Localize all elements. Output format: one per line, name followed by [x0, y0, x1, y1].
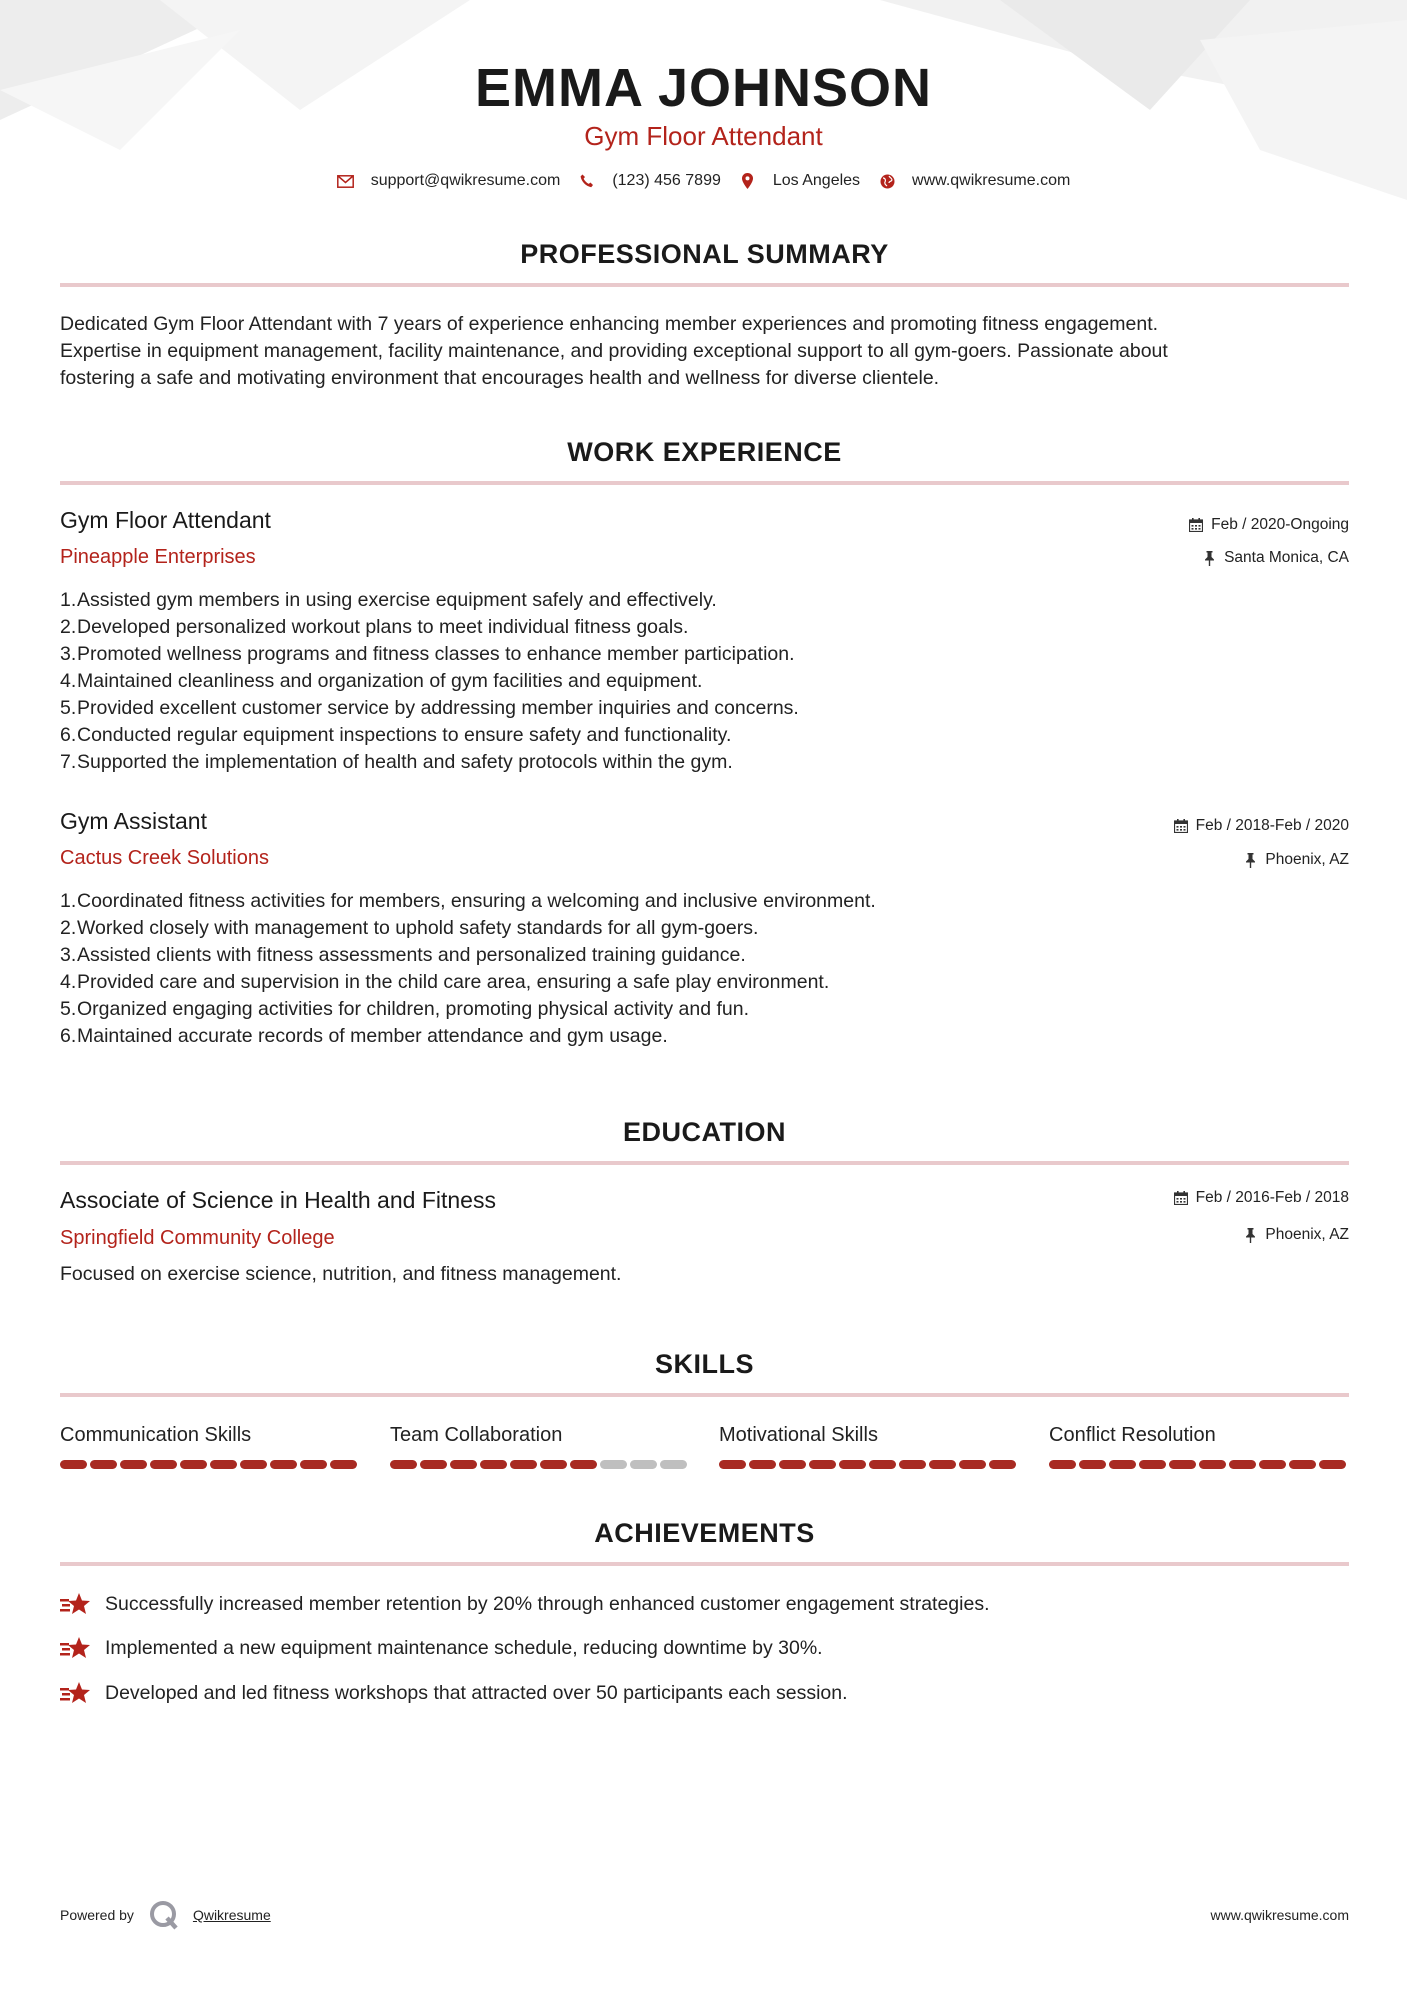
qwikresume-logo-icon — [149, 1900, 179, 1930]
skill-dot-filled — [240, 1460, 267, 1469]
skill-dot-filled — [959, 1460, 986, 1469]
skill-dot-filled — [719, 1460, 746, 1469]
list-item: 3.Assisted clients with fitness assessments and personalized training guidance. — [60, 944, 746, 966]
skill-dot-filled — [1229, 1460, 1256, 1469]
skill-dot-filled — [450, 1460, 477, 1469]
skill-dot-filled — [779, 1460, 806, 1469]
candidate-name: EMMA JOHNSON — [474, 58, 933, 118]
pushpin-icon — [1201, 550, 1217, 566]
calendar-icon — [1173, 1190, 1189, 1206]
summary-line: Dedicated Gym Floor Attendant with 7 years of experience enhancing member experiences and promoting fitness engagement. — [60, 313, 1159, 335]
education-description: Focused on exercise science, nutrition, and fitness management. — [60, 1263, 622, 1285]
skill-dot-filled — [1169, 1460, 1196, 1469]
summary-line: Expertise in equipment management, facility maintenance, and providing exceptional support to all gym-goers. Passionate about — [60, 340, 1168, 362]
candidate-title: Gym Floor Attendant — [584, 121, 823, 151]
section-title-experience: WORK EXPERIENCE — [567, 437, 842, 467]
list-item: 5.Provided excellent customer service by addressing member inquiries and concerns. — [60, 697, 799, 719]
skill-dot-filled — [390, 1460, 417, 1469]
skill-dot-filled — [1259, 1460, 1286, 1469]
list-item: 7.Supported the implementation of health and safety protocols within the gym. — [60, 751, 733, 773]
job-dates-text: Feb / 2020-Ongoing — [1211, 516, 1349, 533]
skill-dot-filled — [150, 1460, 177, 1469]
contact-email-text: support@qwikresume.com — [370, 172, 561, 189]
shooting-star-icon — [60, 1590, 92, 1618]
powered-by-label: Powered by — [60, 1907, 134, 1923]
skill-dot-empty — [660, 1460, 687, 1469]
skill-dot-filled — [210, 1460, 237, 1469]
contact-phone[interactable] — [578, 172, 721, 190]
skill-name: Motivational Skills — [719, 1424, 878, 1446]
pushpin-icon — [1242, 852, 1258, 868]
achievement-item — [60, 1590, 1349, 1618]
skill-dot-filled — [1139, 1460, 1166, 1469]
skill-dot-filled — [839, 1460, 866, 1469]
skill-name: Team Collaboration — [390, 1424, 563, 1446]
list-item: 6.Maintained accurate records of member attendance and gym usage. — [60, 1025, 668, 1047]
list-item: 6.Conducted regular equipment inspections to ensure safety and functionality. — [60, 724, 732, 746]
job-location — [1242, 851, 1349, 869]
list-item: 5.Organized engaging activities for children, promoting physical activity and fun. — [60, 998, 750, 1020]
skill-dot-filled — [1289, 1460, 1316, 1469]
job-duties-list — [60, 888, 1160, 1050]
skill-dot-filled — [300, 1460, 327, 1469]
skill-dot-filled — [899, 1460, 926, 1469]
section-title-skills: SKILLS — [654, 1349, 754, 1379]
skill-dot-filled — [1109, 1460, 1136, 1469]
skill-dot-filled — [1319, 1460, 1346, 1469]
shooting-star-icon — [60, 1679, 92, 1707]
list-item: 1.Assisted gym members in using exercise equipment safely and effectively. — [60, 589, 717, 611]
skill-dot-filled — [180, 1460, 207, 1469]
skill-dot-filled — [1049, 1460, 1076, 1469]
contact-website-text: www.qwikresume.com — [912, 172, 1071, 189]
skill-dot-empty — [600, 1460, 627, 1469]
job-location — [1201, 549, 1349, 567]
job-location-text: Phoenix, AZ — [1265, 851, 1349, 868]
skill-dot-filled — [420, 1460, 447, 1469]
skill-level-meter — [390, 1460, 690, 1470]
skill-dot-filled — [120, 1460, 147, 1469]
achievement-text: Successfully increased member retention by 20% through enhanced customer engagement strategies. — [105, 1592, 990, 1615]
skill-item — [60, 1422, 360, 1470]
achievement-item — [60, 1679, 1349, 1707]
skill-dot-filled — [570, 1460, 597, 1469]
skill-level-meter — [1049, 1460, 1349, 1470]
section-divider — [60, 1393, 1349, 1397]
education-school: Springfield Community College — [60, 1227, 335, 1249]
resume-header — [0, 58, 1407, 152]
job-dates — [1173, 817, 1349, 835]
skill-dot-filled — [749, 1460, 776, 1469]
skill-dot-filled — [330, 1460, 357, 1469]
skill-dot-filled — [510, 1460, 537, 1469]
section-title-achievements: ACHIEVEMENTS — [594, 1518, 815, 1548]
skill-item — [1049, 1422, 1349, 1470]
phone-icon — [578, 172, 596, 190]
section-title-summary: PROFESSIONAL SUMMARY — [520, 239, 889, 269]
job-dates — [1188, 516, 1349, 534]
contact-location — [739, 172, 860, 190]
list-item: 2.Developed personalized workout plans to meet individual fitness goals. — [60, 616, 689, 638]
skill-dot-filled — [989, 1460, 1016, 1469]
list-item: 1.Coordinated fitness activities for members, ensuring a welcoming and inclusive environment. — [60, 890, 876, 912]
achievement-item — [60, 1634, 1349, 1662]
list-item: 3.Promoted wellness programs and fitness classes to enhance member participation. — [60, 643, 795, 665]
achievement-text: Developed and led fitness workshops that attracted over 50 participants each session. — [105, 1681, 848, 1704]
qwikresume-link[interactable]: Qwikresume — [192, 1907, 271, 1923]
section-divider — [60, 481, 1349, 485]
list-item: 4.Maintained cleanliness and organization of gym facilities and equipment. — [60, 670, 703, 692]
job-company: Cactus Creek Solutions — [60, 847, 269, 869]
section-divider — [60, 283, 1349, 287]
shooting-star-icon — [60, 1634, 92, 1662]
job-location-text: Santa Monica, CA — [1224, 549, 1349, 566]
skill-dot-filled — [869, 1460, 896, 1469]
section-title-education: EDUCATION — [623, 1117, 786, 1147]
skill-item — [719, 1422, 1019, 1470]
achievement-text: Implemented a new equipment maintenance schedule, reducing downtime by 30%. — [105, 1636, 823, 1659]
skill-dot-filled — [270, 1460, 297, 1469]
contact-location-text: Los Angeles — [772, 172, 861, 189]
skill-dot-filled — [90, 1460, 117, 1469]
pushpin-icon — [1242, 1227, 1258, 1243]
section-divider — [60, 1562, 1349, 1566]
calendar-icon — [1173, 818, 1189, 834]
globe-icon — [878, 172, 896, 190]
education-dates — [1173, 1189, 1349, 1207]
list-item: 2.Worked closely with management to uphold safety standards for all gym-goers. — [60, 917, 759, 939]
contact-email[interactable] — [337, 172, 561, 190]
location-pin-icon — [739, 172, 757, 190]
envelope-icon — [337, 172, 355, 190]
summary-text — [60, 311, 1349, 392]
skill-dot-filled — [809, 1460, 836, 1469]
skill-dot-filled — [540, 1460, 567, 1469]
calendar-icon — [1188, 517, 1204, 533]
skill-dot-filled — [60, 1460, 87, 1469]
skill-dot-filled — [1079, 1460, 1106, 1469]
education-location — [1242, 1226, 1349, 1244]
skill-level-meter — [60, 1460, 360, 1470]
footer-url[interactable]: www.qwikresume.com — [1210, 1907, 1349, 1923]
education-degree: Associate of Science in Health and Fitness — [60, 1187, 496, 1213]
contact-phone-text: (123) 456 7899 — [612, 172, 721, 189]
contact-website[interactable] — [878, 172, 1070, 190]
skill-dot-filled — [929, 1460, 956, 1469]
skill-item — [390, 1422, 690, 1470]
footer-powered-by — [60, 1900, 271, 1930]
education-location-text: Phoenix, AZ — [1265, 1226, 1349, 1243]
job-title: Gym Assistant — [60, 808, 207, 834]
skill-dot-empty — [630, 1460, 657, 1469]
skill-name: Conflict Resolution — [1049, 1424, 1216, 1446]
list-item: 4.Provided care and supervision in the child care area, ensuring a safe play environment. — [60, 971, 830, 993]
contact-bar — [0, 172, 1407, 190]
job-company: Pineapple Enterprises — [60, 546, 256, 568]
job-title: Gym Floor Attendant — [60, 507, 271, 533]
job-duties-list — [60, 587, 1160, 776]
skill-dot-filled — [480, 1460, 507, 1469]
skill-name: Communication Skills — [60, 1424, 252, 1446]
skill-level-meter — [719, 1460, 1019, 1470]
section-divider — [60, 1161, 1349, 1165]
skill-dot-filled — [1199, 1460, 1226, 1469]
education-dates-text: Feb / 2016-Feb / 2018 — [1195, 1189, 1349, 1206]
job-dates-text: Feb / 2018-Feb / 2020 — [1195, 817, 1349, 834]
summary-line: fostering a safe and motivating environment that encourages health and wellness for diverse clientele. — [60, 367, 940, 389]
